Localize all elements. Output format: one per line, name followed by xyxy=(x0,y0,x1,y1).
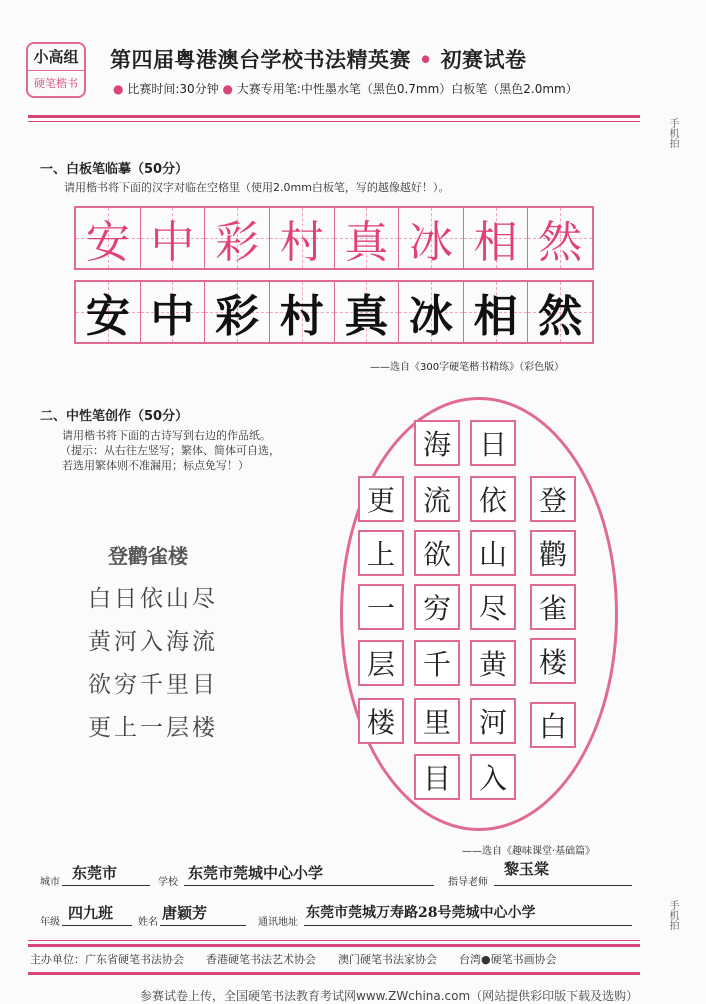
school-underline xyxy=(184,885,434,886)
header-rule-thin xyxy=(28,121,640,122)
school-value[interactable]: 东莞市莞城中心小学 xyxy=(188,864,324,882)
section2-heading: 二、中性笔创作（50分） xyxy=(40,409,189,424)
grid-cell: 黄 xyxy=(470,640,516,686)
poem-line: 白日依山尽 xyxy=(88,586,218,612)
city-label: 城市 xyxy=(40,877,60,888)
grid-cell: 雀 xyxy=(530,584,576,630)
teacher-value[interactable]: 黎玉棠 xyxy=(504,860,550,878)
school-label: 学校 xyxy=(158,877,178,888)
section1-source: ——选自《300字硬笔楷书精练》（彩色版） xyxy=(370,362,565,373)
title-suffix: 初赛试卷 xyxy=(440,47,527,72)
poem-title: 登鹳雀楼 xyxy=(108,544,188,568)
section2-instruction-2: （提示：从右往左竖写；繁体、简体可自选， xyxy=(60,444,280,457)
organizers: 主办单位：广东省硬笔书法协会 香港硬笔书法艺术协会 澳门硬笔书法家协会 台湾●硬笔书画协会 xyxy=(30,953,557,966)
pen-text: 大赛专用笔:中性墨水笔（黑色0.7mm）白板笔（黑色2.0mm） xyxy=(236,82,578,96)
grid-cell: 一 xyxy=(358,584,404,630)
grid-cell: 鹳 xyxy=(530,530,576,576)
model-char-cell: 安 xyxy=(76,208,140,268)
grid-cell: 楼 xyxy=(530,638,576,684)
model-char-cell: 冰 xyxy=(398,208,463,268)
grid-cell: 尽 xyxy=(470,584,516,630)
poem-line: 更上一层楼 xyxy=(88,715,218,741)
model-char-cell: 村 xyxy=(269,208,334,268)
name-value[interactable]: 唐颖芳 xyxy=(162,904,208,922)
grid-cell: 层 xyxy=(358,640,404,686)
teacher-label: 指导老师 xyxy=(448,877,488,888)
grid-cell: 楼 xyxy=(358,698,404,744)
grid-cell: 日 xyxy=(470,420,516,466)
model-char-cell: 彩 xyxy=(204,208,269,268)
grid-cell: 入 xyxy=(470,754,516,800)
section1-heading: 一、白板笔临摹（50分） xyxy=(40,162,189,177)
model-char-cell: 然 xyxy=(527,208,592,268)
city-underline xyxy=(62,885,150,886)
model-character-row xyxy=(74,206,594,270)
address-underline xyxy=(304,925,632,926)
model-char-cell: 中 xyxy=(140,208,205,268)
bottom-note: 参赛试卷上传，全国硬笔书法教育考试网www.ZWchina.com（网站提供彩印版下载及选购） xyxy=(140,989,639,1003)
section2-source: ——选自《趣味课堂·基础篇》 xyxy=(462,846,596,857)
section2-instruction-3: 若选用繁体则不准漏用；标点免写！） xyxy=(62,459,249,472)
student-copy-row xyxy=(74,280,594,344)
city-value[interactable]: 东莞市 xyxy=(72,864,118,882)
grid-cell: 穷 xyxy=(414,584,460,630)
grid-cell: 海 xyxy=(414,420,460,466)
name-label: 姓名 xyxy=(138,917,158,928)
grid-cell: 河 xyxy=(470,698,516,744)
grid-cell: 目 xyxy=(414,754,460,800)
grade-label: 年级 xyxy=(40,917,60,928)
student-char-cell: 真 xyxy=(334,282,399,342)
header-rule xyxy=(28,115,640,118)
grade-value[interactable]: 四九班 xyxy=(68,904,114,922)
title-main: 第四届粤港澳台学校书法精英赛 xyxy=(110,47,411,72)
grid-cell: 千 xyxy=(414,640,460,686)
group-badge xyxy=(26,42,86,98)
grid-cell: 上 xyxy=(358,530,404,576)
exam-info xyxy=(113,80,578,97)
model-char-cell: 相 xyxy=(463,208,528,268)
grid-cell: 白 xyxy=(530,702,576,748)
footer-rule xyxy=(28,944,640,947)
badge-group-label: 小高组 xyxy=(28,44,84,71)
student-char-cell: 村 xyxy=(269,282,334,342)
grid-cell: 欲 xyxy=(414,530,460,576)
student-char-cell: 冰 xyxy=(398,282,463,342)
time-text: 比赛时间:30分钟 xyxy=(127,82,219,96)
address-value[interactable]: 东莞市莞城万寿路28号莞城中心小学 xyxy=(306,905,536,921)
model-char-cell: 真 xyxy=(334,208,399,268)
student-char-cell: 安 xyxy=(76,282,140,342)
grid-cell: 更 xyxy=(358,476,404,522)
grade-underline xyxy=(62,925,132,926)
side-note-bottom: 手机拍 xyxy=(667,900,678,930)
bullet-icon: ● xyxy=(113,82,124,96)
bullet-icon: ● xyxy=(222,82,233,96)
side-note-top: 手机拍 xyxy=(667,118,678,148)
student-char-cell: 相 xyxy=(463,282,528,342)
teacher-underline xyxy=(494,885,632,886)
grid-cell: 登 xyxy=(530,476,576,522)
section2-instruction-1: 请用楷书将下面的古诗写到右边的作品纸。 xyxy=(62,429,271,442)
badge-style-label: 硬笔楷书 xyxy=(34,77,78,90)
poem-line: 欲穷千里目 xyxy=(88,672,218,698)
page-title xyxy=(110,44,527,74)
student-char-cell: 彩 xyxy=(204,282,269,342)
student-char-cell: 中 xyxy=(140,282,205,342)
grid-cell: 依 xyxy=(470,476,516,522)
grid-cell: 流 xyxy=(414,476,460,522)
student-char-cell: 然 xyxy=(527,282,592,342)
grid-cell: 里 xyxy=(414,698,460,744)
footer-bottom-rule xyxy=(28,972,640,975)
address-label: 通讯地址 xyxy=(258,917,298,928)
title-dot: • xyxy=(418,47,433,72)
poem-line: 黄河入海流 xyxy=(88,629,218,655)
grid-cell: 山 xyxy=(470,530,516,576)
name-underline xyxy=(160,925,246,926)
footer-rule-thin xyxy=(28,940,640,941)
section1-instruction: 请用楷书将下面的汉字对临在空格里（使用2.0mm白板笔，写的越像越好！）。 xyxy=(64,181,450,194)
